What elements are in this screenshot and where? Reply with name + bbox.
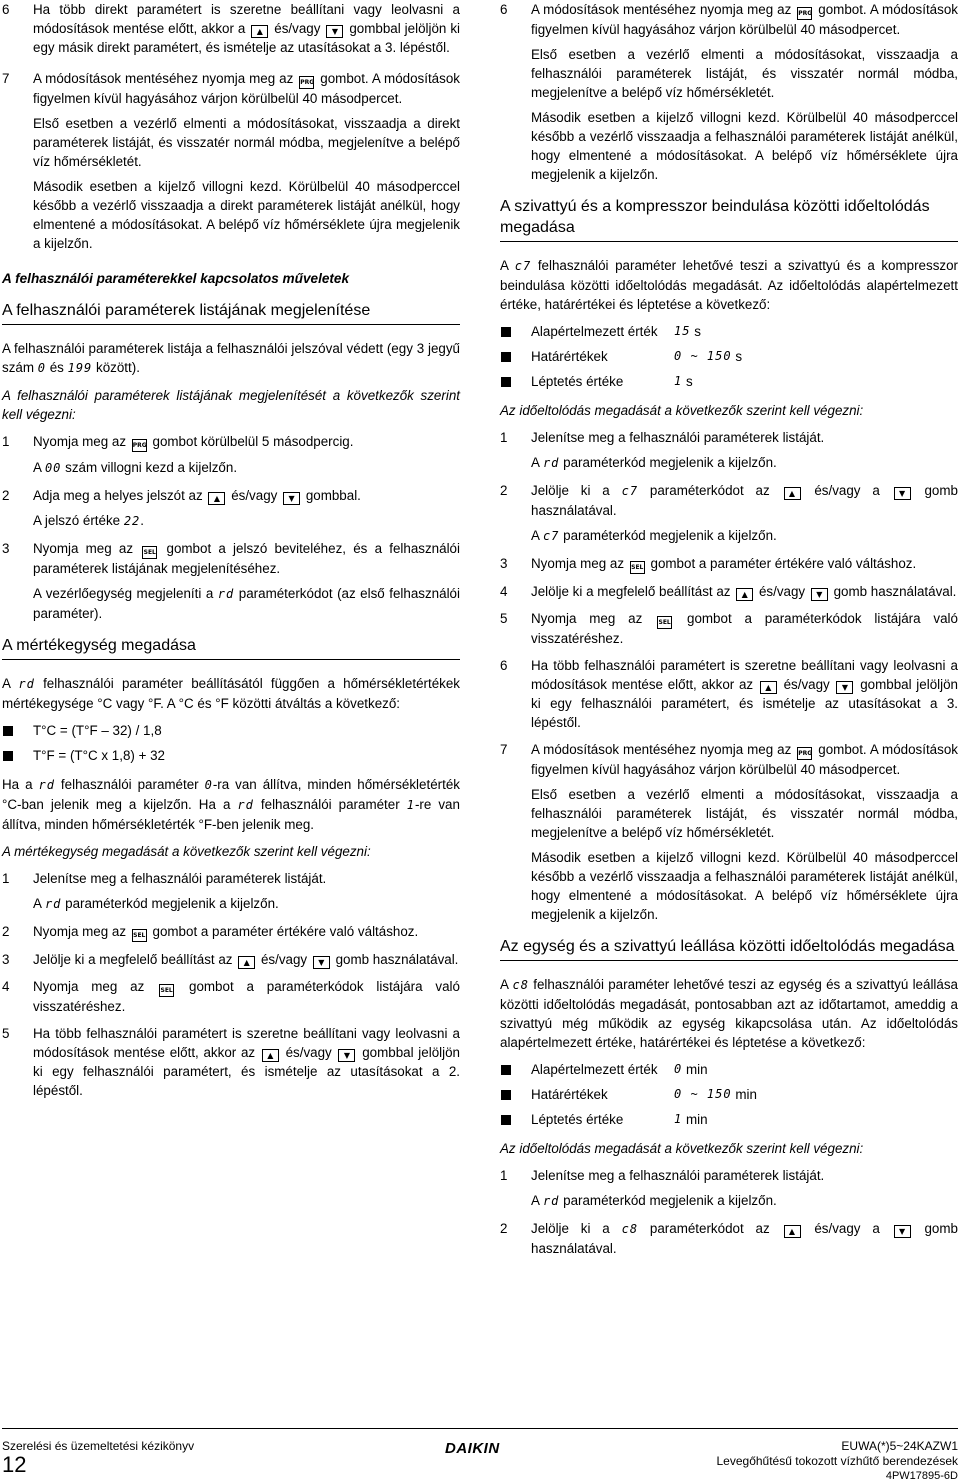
pump-intro [500, 256, 958, 314]
text: és/vagy [231, 488, 278, 503]
unit-step-4 [2, 977, 460, 1016]
unit: s [735, 349, 743, 364]
text: A [531, 455, 540, 470]
list-steps-intro: A felhasználói paraméterek listájának megjelenítését a következők szerint kell végezni: [2, 388, 460, 422]
unit-explanation [2, 775, 460, 834]
text: gombot a paraméterkódok listájára való visszatéréshez. [531, 611, 958, 646]
text: A módosítások mentéséhez nyomja meg az [531, 742, 792, 757]
segment-display-value: c8 [512, 978, 529, 992]
text: és/vagy a [814, 1221, 880, 1236]
step-number: 3 [2, 541, 10, 556]
text: Adja meg a helyes jelszót az [33, 488, 203, 503]
text: Nyomja meg az [33, 979, 145, 994]
pump-values [500, 322, 958, 391]
stop-step-1 [500, 1166, 958, 1211]
text: felhasználói paraméter beállításától függően a hőmérsékletértékek mértékegysége °C vagy °F. A °C és °F közötti átváltás a következő: [2, 676, 460, 711]
heading-pump-delay: A szivattyú és a kompresszor beindulása közötti időeltolódás megadása [500, 196, 958, 242]
text: Nyomja meg az [531, 556, 625, 571]
unit: min [685, 1062, 708, 1077]
text: felhasználói paraméter lehetővé teszi a szivattyú és a kompresszor beindulása közötti időeltolódás megadását. Az időeltolódás alapértelmezett értéke, határértékei és léptetése a következő: [500, 258, 958, 312]
down-arrow-icon: ▼ [894, 1225, 911, 1238]
list-intro [2, 339, 460, 378]
prg-key-icon: PRG [132, 439, 147, 452]
text: felhasználói paraméter [260, 797, 400, 812]
text: gombot. A módosítások figyelmen kívül hagyásához várjon körülbelül 40 másodpercet. [531, 2, 958, 37]
step-number: 6 [500, 2, 508, 17]
document-code: 4PW17895-6D [885, 1470, 958, 1482]
step-number: 4 [2, 979, 10, 994]
user-step-6 [500, 0, 958, 184]
text: gombot a paraméter értékére való váltáshoz. [650, 556, 917, 571]
pump-step-2 [500, 481, 958, 546]
step-text: A módosítások mentéséhez nyomja meg az [33, 71, 294, 86]
down-arrow-icon: ▼ [811, 588, 828, 601]
text: Ha a [2, 777, 33, 792]
text: gombbal. [305, 488, 361, 503]
text: gombot. A módosítások figyelmen kívül hagyásához várjon körülbelül 40 másodpercet. [531, 742, 958, 777]
unit: s [685, 374, 693, 389]
heading-unit: A mértékegység megadása [2, 635, 460, 660]
text: A [500, 977, 509, 992]
left-column [2, 0, 460, 1108]
step-paragraph: Második esetben a kijelző villogni kezd. Körülbelül 40 másodperccel később a vezérlő visszaadja a felhasználói paraméterek listáját anélkül, hogy elmentené a módosításokat. A belépő víz hőmérséklete újra megjelenik a kijelzőn. [531, 110, 958, 182]
text: -re van állítva, minden hőmérsékletérték °F-ben jelenik meg. [2, 797, 460, 832]
unit: min [685, 1112, 708, 1127]
up-arrow-icon: ▲ [251, 25, 268, 38]
text: Nyomja meg az [531, 611, 643, 626]
pump-step-1 [500, 428, 958, 473]
step-number: 3 [500, 556, 508, 571]
text: Jelölje ki a megfelelő beállítást az [531, 584, 731, 599]
pump-step-7 [500, 740, 958, 924]
segment-display-value: rd [18, 677, 35, 691]
up-arrow-icon: ▲ [760, 681, 777, 694]
text: A [500, 258, 509, 273]
model-number: EUWA(*)5~24KAZW1 [841, 1439, 958, 1453]
stop-intro [500, 975, 958, 1052]
unit-steps-intro: A mértékegység megadását a következők szerint kell végezni: [2, 844, 371, 859]
text: Jelenítse meg a felhasználói paraméterek listáját. [531, 430, 825, 445]
text: A módosítások mentéséhez nyomja meg az [531, 2, 792, 17]
text: A [531, 528, 540, 543]
segment-display-value: rd [217, 587, 235, 601]
step-number: 2 [2, 924, 10, 939]
step-paragraph: Második esetben a kijelző villogni kezd. Körülbelül 40 másodperccel később a vezérlő visszaadja a felhasználói paraméterek listáját anélkül, hogy elmentené a módosításokat. A belépő víz hőmérséklete újra megjelenik a kijelzőn. [531, 850, 958, 922]
footer-right [717, 1439, 959, 1484]
text: gombbal jelöljön ki egy felhasználói paramétert, és ismételje az utasításokat a 2. lépéstől. [33, 1045, 460, 1098]
segment-display-value: 0 [37, 361, 46, 375]
text: paraméterkód megjelenik a kijelzőn. [65, 896, 279, 911]
text: paraméterkód megjelenik a kijelzőn. [563, 1193, 777, 1208]
text: között). [96, 360, 140, 375]
text: gombot a paraméter értékére való váltáshoz. [152, 924, 419, 939]
step-number: 2 [500, 483, 508, 498]
text: gombot körülbelül 5 másodpercig. [152, 434, 354, 449]
stop-values [500, 1060, 958, 1129]
text: Ha több felhasználói paramétert is szeretne beállítani vagy leolvasni a módosítások mentése előtt, akkor az [33, 1026, 460, 1060]
pump-step-5 [500, 609, 958, 648]
text: -ra van állítva, minden hőmérsékletérték °C-ban jelenik meg a kijelzőn. Ha a [2, 777, 460, 812]
step-number: 1 [500, 1168, 508, 1183]
unit-step-1 [2, 869, 460, 914]
unit-step-5 [2, 1024, 460, 1100]
down-arrow-icon: ▼ [338, 1049, 355, 1062]
step-number: 5 [500, 611, 508, 626]
up-arrow-icon: ▲ [736, 588, 753, 601]
text: gomb használatával. [531, 1221, 958, 1256]
step-number: 2 [2, 488, 10, 503]
pump-default [500, 322, 958, 341]
text: paraméterkódot az [649, 483, 770, 498]
segment-display-value: c7 [514, 259, 532, 273]
step-number: 3 [2, 952, 10, 967]
step-number: 1 [500, 430, 508, 445]
text: paraméterkód megjelenik a kijelzőn. [563, 455, 777, 470]
text: Jelölje ki a [531, 1221, 610, 1236]
step-paragraph: Második esetben a kijelző villogni kezd. Körülbelül 40 másodperccel később a vezérlő visszaadja a direkt paraméterek listáját anélkül, hogy elmentené a módosításokat. A belépő víz hőmérséklete újra megjelenik a kijelzőn. [33, 179, 460, 251]
unit-intro [2, 674, 460, 713]
sel-key-icon: SEL [132, 929, 147, 942]
prg-key-icon: PRG [299, 76, 314, 89]
text: és/vagy [260, 952, 308, 967]
down-arrow-icon: ▼ [836, 681, 853, 694]
step-number: 4 [500, 584, 508, 599]
label: Határértékek [531, 1087, 608, 1102]
segment-display-value: 199 [67, 361, 93, 375]
step-6-direct [2, 0, 460, 57]
formula-fahrenheit: T°F = (T°C x 1,8) + 32 [2, 746, 460, 765]
text: gombot a jelszó beviteléhez, és a felhasználói paraméterek listájának megjelenítéséhez. [33, 541, 460, 576]
segment-display-value: 0 ~ 150 [674, 349, 732, 363]
text: felhasználói paraméter [60, 777, 199, 792]
step-number: 6 [500, 658, 508, 673]
text: gombot a paraméterkódok listájára való visszatéréshez. [33, 979, 460, 1014]
text: gomb használatával. [531, 483, 958, 518]
step-paragraph: Első esetben a vezérlő elmenti a módosításokat, visszaadja a felhasználói paraméterek listáját, és visszatér normál módba, megjelenítve a belépő víz hőmérsékletét. [531, 47, 958, 100]
text: A [33, 896, 42, 911]
sel-key-icon: SEL [630, 561, 645, 574]
segment-display-value: rd [542, 456, 560, 470]
sel-key-icon: SEL [159, 984, 174, 997]
segment-display-value: 1 [674, 1112, 683, 1126]
pump-step [500, 372, 958, 391]
stop-steps-intro: Az időeltolódás megadását a következők szerint kell végezni: [500, 1141, 864, 1156]
text: Nyomja meg az [33, 924, 127, 939]
manual-title: Szerelési és üzemeltetési kézikönyv [2, 1439, 195, 1453]
segment-display-value: 00 [44, 461, 62, 475]
step-7-direct [2, 69, 460, 253]
text: A felhasználói paraméterek listája a felhasználói jelszóval védett (egy 3 jegyű szám [2, 341, 460, 375]
text: és/vagy a [814, 483, 880, 498]
label: Léptetés értéke [531, 1112, 624, 1127]
down-arrow-icon: ▼ [894, 487, 911, 500]
list-step-2 [2, 486, 460, 531]
page-footer [2, 1428, 958, 1481]
down-arrow-icon: ▼ [326, 25, 343, 38]
step-number: 1 [2, 434, 10, 449]
segment-display-value: rd [542, 1194, 560, 1208]
step-text: Ha több direkt paramétert is szeretne beállítani vagy leolvasni a módosítások mentése előtt, akkor a [33, 2, 460, 36]
stop-limits [500, 1085, 958, 1104]
pump-step-3 [500, 554, 958, 574]
sel-key-icon: SEL [142, 546, 157, 559]
label: Léptetés értéke [531, 374, 624, 389]
heading-user-parameter-list: A felhasználói paraméterek listájának megjelenítése [2, 300, 460, 325]
unit: min [735, 1087, 757, 1102]
segment-display-value: 0 ~ 150 [674, 1087, 732, 1101]
text: Jelölje ki a megfelelő beállítást az [33, 952, 233, 967]
text: és/vagy [783, 677, 830, 692]
segment-display-value: rd [38, 778, 55, 792]
right-column [500, 0, 958, 1266]
stop-step-2 [500, 1219, 958, 1258]
step-number: 6 [2, 2, 10, 17]
step-paragraph: Első esetben a vezérlő elmenti a módosításokat, visszaadja a felhasználói paraméterek listáját, és visszatér normál módba, megjelenítve a belépő víz hőmérsékletét. [531, 787, 958, 840]
stop-default [500, 1060, 958, 1079]
stop-step [500, 1110, 958, 1129]
text: paraméterkódot az [649, 1221, 770, 1236]
text: szám villogni kezd a kijelzőn. [65, 460, 238, 475]
formula-celsius: T°C = (T°F – 32) / 1,8 [2, 721, 460, 740]
segment-display-value: 1 [674, 374, 683, 388]
down-arrow-icon: ▼ [313, 956, 330, 969]
text: Nyomja meg az [33, 434, 127, 449]
step-text: gombot. A módosítások figyelmen kívül hagyásához várjon körülbelül 40 másodpercet. [33, 71, 460, 106]
daikin-logo: DAIKIN [445, 1440, 500, 1457]
segment-display-value: c8 [621, 1222, 639, 1236]
pump-step-4 [500, 582, 958, 601]
text: Jelenítse meg a felhasználói paraméterek listáját. [531, 1168, 825, 1183]
down-arrow-icon: ▼ [283, 492, 300, 505]
label: Határértékek [531, 349, 608, 364]
heading-user-parameter-ops: A felhasználói paraméterekkel kapcsolatos műveletek [2, 271, 350, 286]
unit-step-2 [2, 922, 460, 942]
up-arrow-icon: ▲ [784, 487, 801, 500]
text: gomb használatával. [335, 952, 459, 967]
text: A [531, 1193, 540, 1208]
pump-steps-intro: Az időeltolódás megadását a következők szerint kell végezni: [500, 403, 864, 418]
text: gomb használatával. [833, 584, 957, 599]
step-number: 7 [500, 742, 508, 757]
up-arrow-icon: ▲ [238, 956, 255, 969]
text: és [49, 360, 64, 375]
segment-display-value: c7 [621, 484, 639, 498]
step-number: 5 [2, 1026, 10, 1041]
up-arrow-icon: ▲ [208, 492, 225, 505]
up-arrow-icon: ▲ [262, 1049, 279, 1062]
pump-limits [500, 347, 958, 366]
prg-key-icon: PRG [797, 7, 812, 20]
text: gombbal jelöljön ki egy felhasználói paramétert, és ismételje az utasításokat a 3. lépéstől. [531, 677, 958, 730]
text: Jelenítse meg a felhasználói paraméterek listáját. [33, 871, 327, 886]
segment-display-value: 0 [204, 778, 213, 792]
heading-stop-delay: Az egység és a szivattyú leállása közötti időeltolódás megadása [500, 936, 958, 961]
product-description: Levegőhűtésű tokozott vízhűtő berendezések [716, 1454, 958, 1468]
segment-display-value: 0 [674, 1062, 683, 1076]
text: felhasználói paraméter lehetővé teszi az egység és a szivattyú leállása közötti időeltolódás megadását, pontosabban azt az időtartamot, ameddig a szivattyú még működik az egység kikapcsolása után. Az időeltolódás alapértelmezett értéke, határértékei és léptetése a következő: [500, 977, 958, 1050]
segment-display-value: c7 [542, 529, 560, 543]
sel-key-icon: SEL [657, 616, 672, 629]
text: A [33, 460, 42, 475]
prg-key-icon: PRG [797, 747, 812, 760]
label: Alapértelmezett érték [531, 1062, 658, 1077]
step-text: és/vagy [274, 21, 321, 36]
formula-list [2, 721, 460, 765]
text: Jelölje ki a [531, 483, 610, 498]
text: . [140, 513, 145, 528]
step-text: gombbal jelöljön ki egy másik direkt paramétert, és ismételje az utasításokat a 3. lépéstől. [33, 21, 460, 55]
segment-display-value: rd [44, 897, 62, 911]
step-number: 2 [500, 1221, 508, 1236]
segment-display-value: 22 [123, 514, 141, 528]
segment-display-value: 1 [406, 798, 415, 812]
segment-display-value: rd [237, 798, 254, 812]
text: paraméterkódot (az első felhasználói paraméter). [33, 586, 460, 621]
label: Alapértelmezett érték [531, 324, 658, 339]
text: A [2, 676, 11, 691]
text: és/vagy [758, 584, 806, 599]
step-paragraph: Első esetben a vezérlő elmenti a módosításokat, visszaadja a direkt paraméterek listáját, és visszatér normál módba, megjelenítve a belépő víz hőmérsékletét. [33, 116, 460, 169]
unit: s [694, 324, 701, 339]
page-number: 12 [2, 1452, 27, 1477]
unit-step-3 [2, 950, 460, 969]
text: paraméterkód megjelenik a kijelzőn. [563, 528, 777, 543]
text: A vezérlőegység megjeleníti a [33, 586, 214, 601]
pump-step-6 [500, 656, 958, 732]
segment-display-value: 15 [674, 324, 691, 338]
text: és/vagy [285, 1045, 332, 1060]
list-step-3 [2, 539, 460, 623]
text: A jelszó értéke [33, 513, 121, 528]
up-arrow-icon: ▲ [784, 1225, 801, 1238]
text: Nyomja meg az [33, 541, 134, 556]
step-number: 1 [2, 871, 10, 886]
list-step-1 [2, 432, 460, 478]
text: Ha több felhasználói paramétert is szeretne beállítani vagy leolvasni a módosítások mentése előtt, akkor az [531, 658, 958, 692]
step-number: 7 [2, 71, 10, 86]
